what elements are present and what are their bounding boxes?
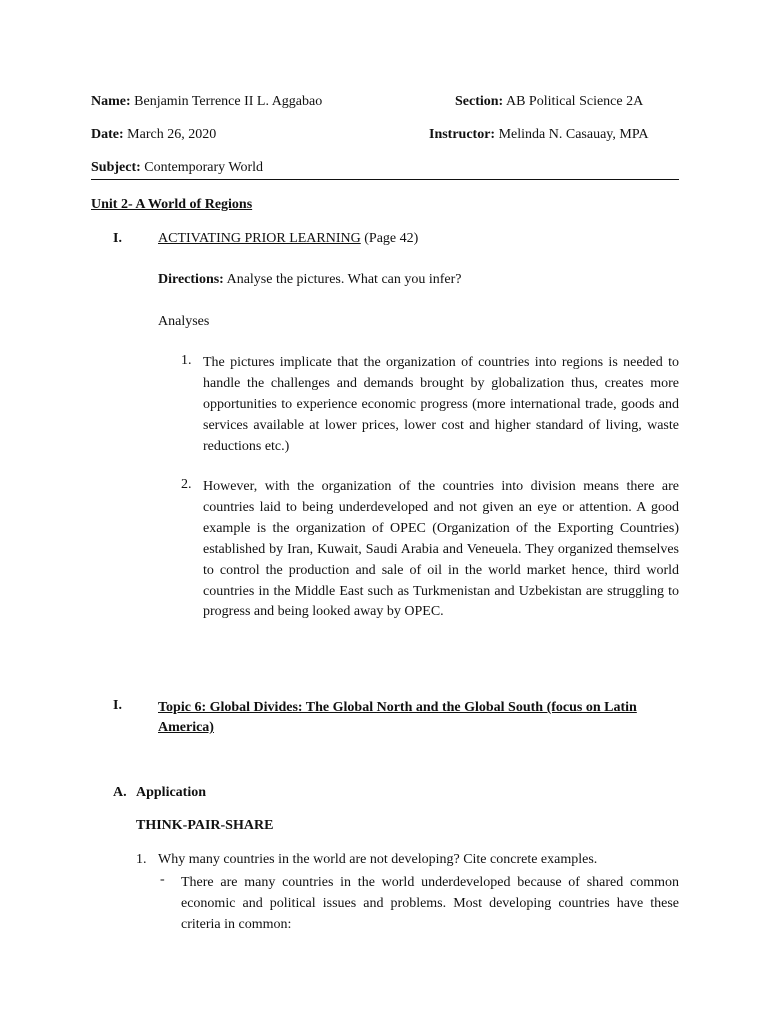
answer-1-dash: - — [160, 872, 165, 887]
application-label: A. — [113, 785, 127, 800]
directions — [158, 272, 462, 288]
analysis-item-2-number: 2. — [181, 477, 192, 492]
section2-heading: Topic 6: Global Divides: The Global North and the Global South (focus on Latin America) — [158, 700, 637, 735]
instructor-value: Melinda N. Casauay, MPA — [498, 127, 649, 142]
section1-heading: ACTIVATING PRIOR LEARNING — [158, 231, 361, 246]
analyses-label: Analyses — [158, 314, 210, 329]
section-label: Section: — [455, 94, 504, 109]
subject-field — [91, 160, 263, 176]
analysis-item-1-text: The pictures implicate that the organization of countries into regions is needed to handle the challenges and demands brought by globalization thus, creates more opportunities to experience economic progress (more international trade, goods and services available at lower prices, lower cost and higher standard of living, waste reductions etc.) — [203, 355, 679, 454]
section2-numeral: I. — [113, 698, 122, 713]
date-value: March 26, 2020 — [127, 127, 217, 142]
directions-text: Analyse the pictures. What can you infer? — [226, 272, 462, 287]
directions-label: Directions: — [158, 272, 224, 287]
name-label: Name: — [91, 94, 131, 109]
name-value: Benjamin Terrence II L. Aggabao — [134, 94, 323, 109]
name-field — [91, 94, 322, 110]
question-1-number: 1. — [136, 852, 147, 867]
question-1-text: Why many countries in the world are not developing? Cite concrete examples. — [158, 852, 598, 867]
date-field — [91, 127, 216, 143]
subject-label: Subject: — [91, 160, 141, 175]
instructor-field — [429, 127, 648, 143]
section1-page-ref: (Page 42) — [364, 231, 419, 246]
analysis-item-2-text: However, with the organization of the countries into division means there are countries laid to being underdeveloped and not given an eye or attention. A good example is the organization of OPEC (Organization of the Exporting Countries) established by Iran, Kuwait, Saudi Arabia and Veneuela. They organized themselves to control the production and sale of oil in the world market hence, third world countries in the Middle East such as Turkmenistan and Uzbekistan are struggling to progress and being looked away by OPEC. — [203, 479, 679, 620]
section1-heading-line — [158, 231, 418, 247]
section1-numeral: I. — [113, 231, 122, 246]
date-label: Date: — [91, 127, 124, 142]
header-divider — [91, 179, 679, 180]
section-value: AB Political Science 2A — [505, 94, 644, 109]
application-title: Application — [136, 785, 207, 800]
section-field — [455, 94, 643, 110]
analysis-item-1-number: 1. — [181, 353, 192, 368]
unit-title: Unit 2- A World of Regions — [91, 197, 253, 212]
instructor-label: Instructor: — [429, 127, 496, 142]
answer-1-text: There are many countries in the world underdeveloped because of shared common economic and political issues and problems. Most developing countries have these criteria in common: — [181, 875, 679, 932]
subject-value: Contemporary World — [144, 160, 264, 175]
think-pair-share-title: THINK-PAIR-SHARE — [136, 818, 274, 833]
